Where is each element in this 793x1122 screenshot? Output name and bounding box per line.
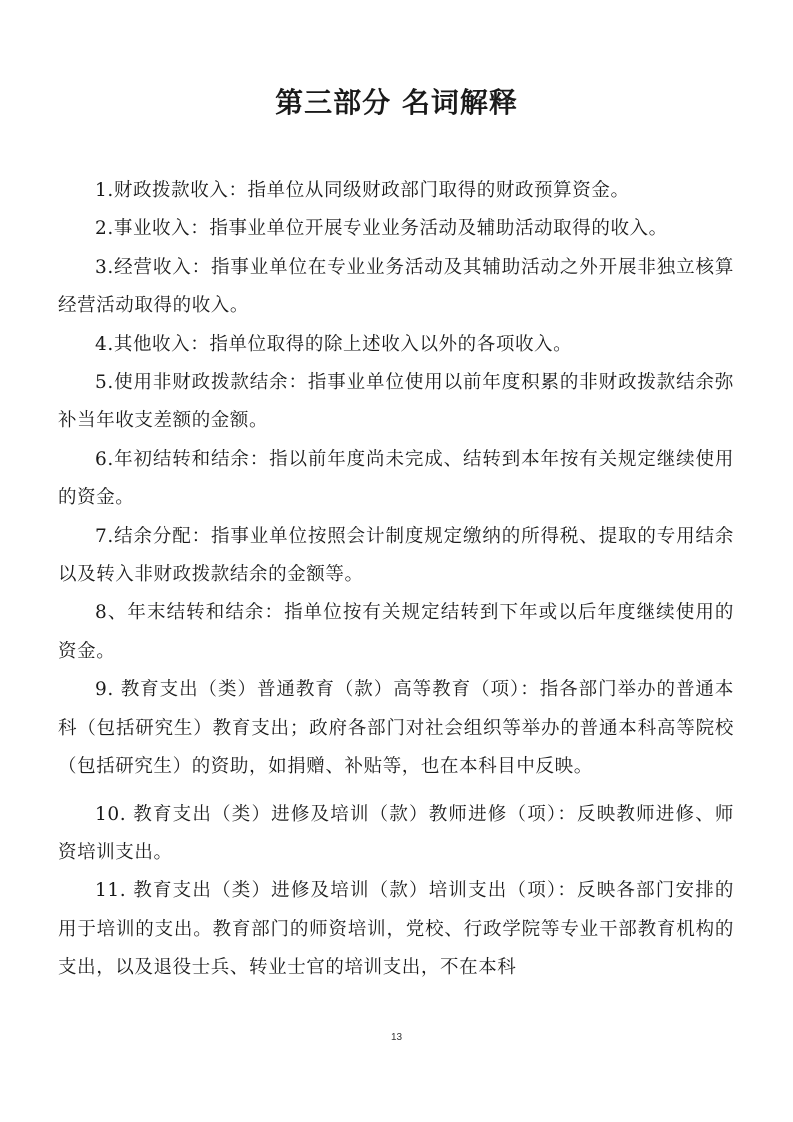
page-number: 13 bbox=[390, 1032, 403, 1043]
page-title: 第三部分 名词解释 bbox=[275, 86, 518, 119]
definition-paragraph: 11. 教育支出（类）进修及培训（款）培训支出（项）：反映各部门安排的用于培训的支出。教育部门的师资培训，党校、行政学院等专业干部教育机构的支出，以及退役士兵、转业士官的培训支出，不在本科 bbox=[58, 880, 734, 979]
definition-paragraph: 10. 教育支出（类）进修及培训（款）教师进修（项）：反映教师进修、师资培训支出。 bbox=[58, 803, 734, 863]
definition-paragraph: 8、年末结转和结余：指单位按有关规定结转到下年或以后年度继续使用的资金。 bbox=[58, 602, 734, 662]
definition-paragraph: 6.年初结转和结余：指以前年度尚未完成、结转到本年按有关规定继续使用的资金。 bbox=[58, 448, 734, 509]
definition-paragraph: 9. 教育支出（类）普通教育（款）高等教育（项）：指各部门举办的普通本科（包括研究生）教育支出；政府各部门对社会组织等举办的普通本科高等院校（包括研究生）的资助，如捐赠、补贴等，也在本科目中反映。 bbox=[58, 679, 734, 778]
definition-paragraph: 4.其他收入：指单位取得的除上述收入以外的各项收入。 bbox=[95, 333, 573, 355]
definition-paragraph: 5.使用非财政拨款结余：指事业单位使用以前年度积累的非财政拨款结余弥补当年收支差额的金额。 bbox=[58, 372, 734, 432]
definition-paragraph: 7.结余分配：指事业单位按照会计制度规定缴纳的所得税、提取的专用结余以及转入非财政拨款结余的金额等。 bbox=[58, 525, 734, 586]
definition-paragraph: 3.经营收入：指事业单位在专业业务活动及其辅助活动之外开展非独立核算经营活动取得的收入。 bbox=[58, 256, 734, 317]
definition-paragraph: 2.事业收入：指事业单位开展专业业务活动及辅助活动取得的收入。 bbox=[95, 218, 668, 240]
definition-paragraph: 1.财政拨款收入：指单位从同级财政部门取得的财政预算资金。 bbox=[95, 180, 630, 201]
definitions-body bbox=[58, 172, 734, 988]
